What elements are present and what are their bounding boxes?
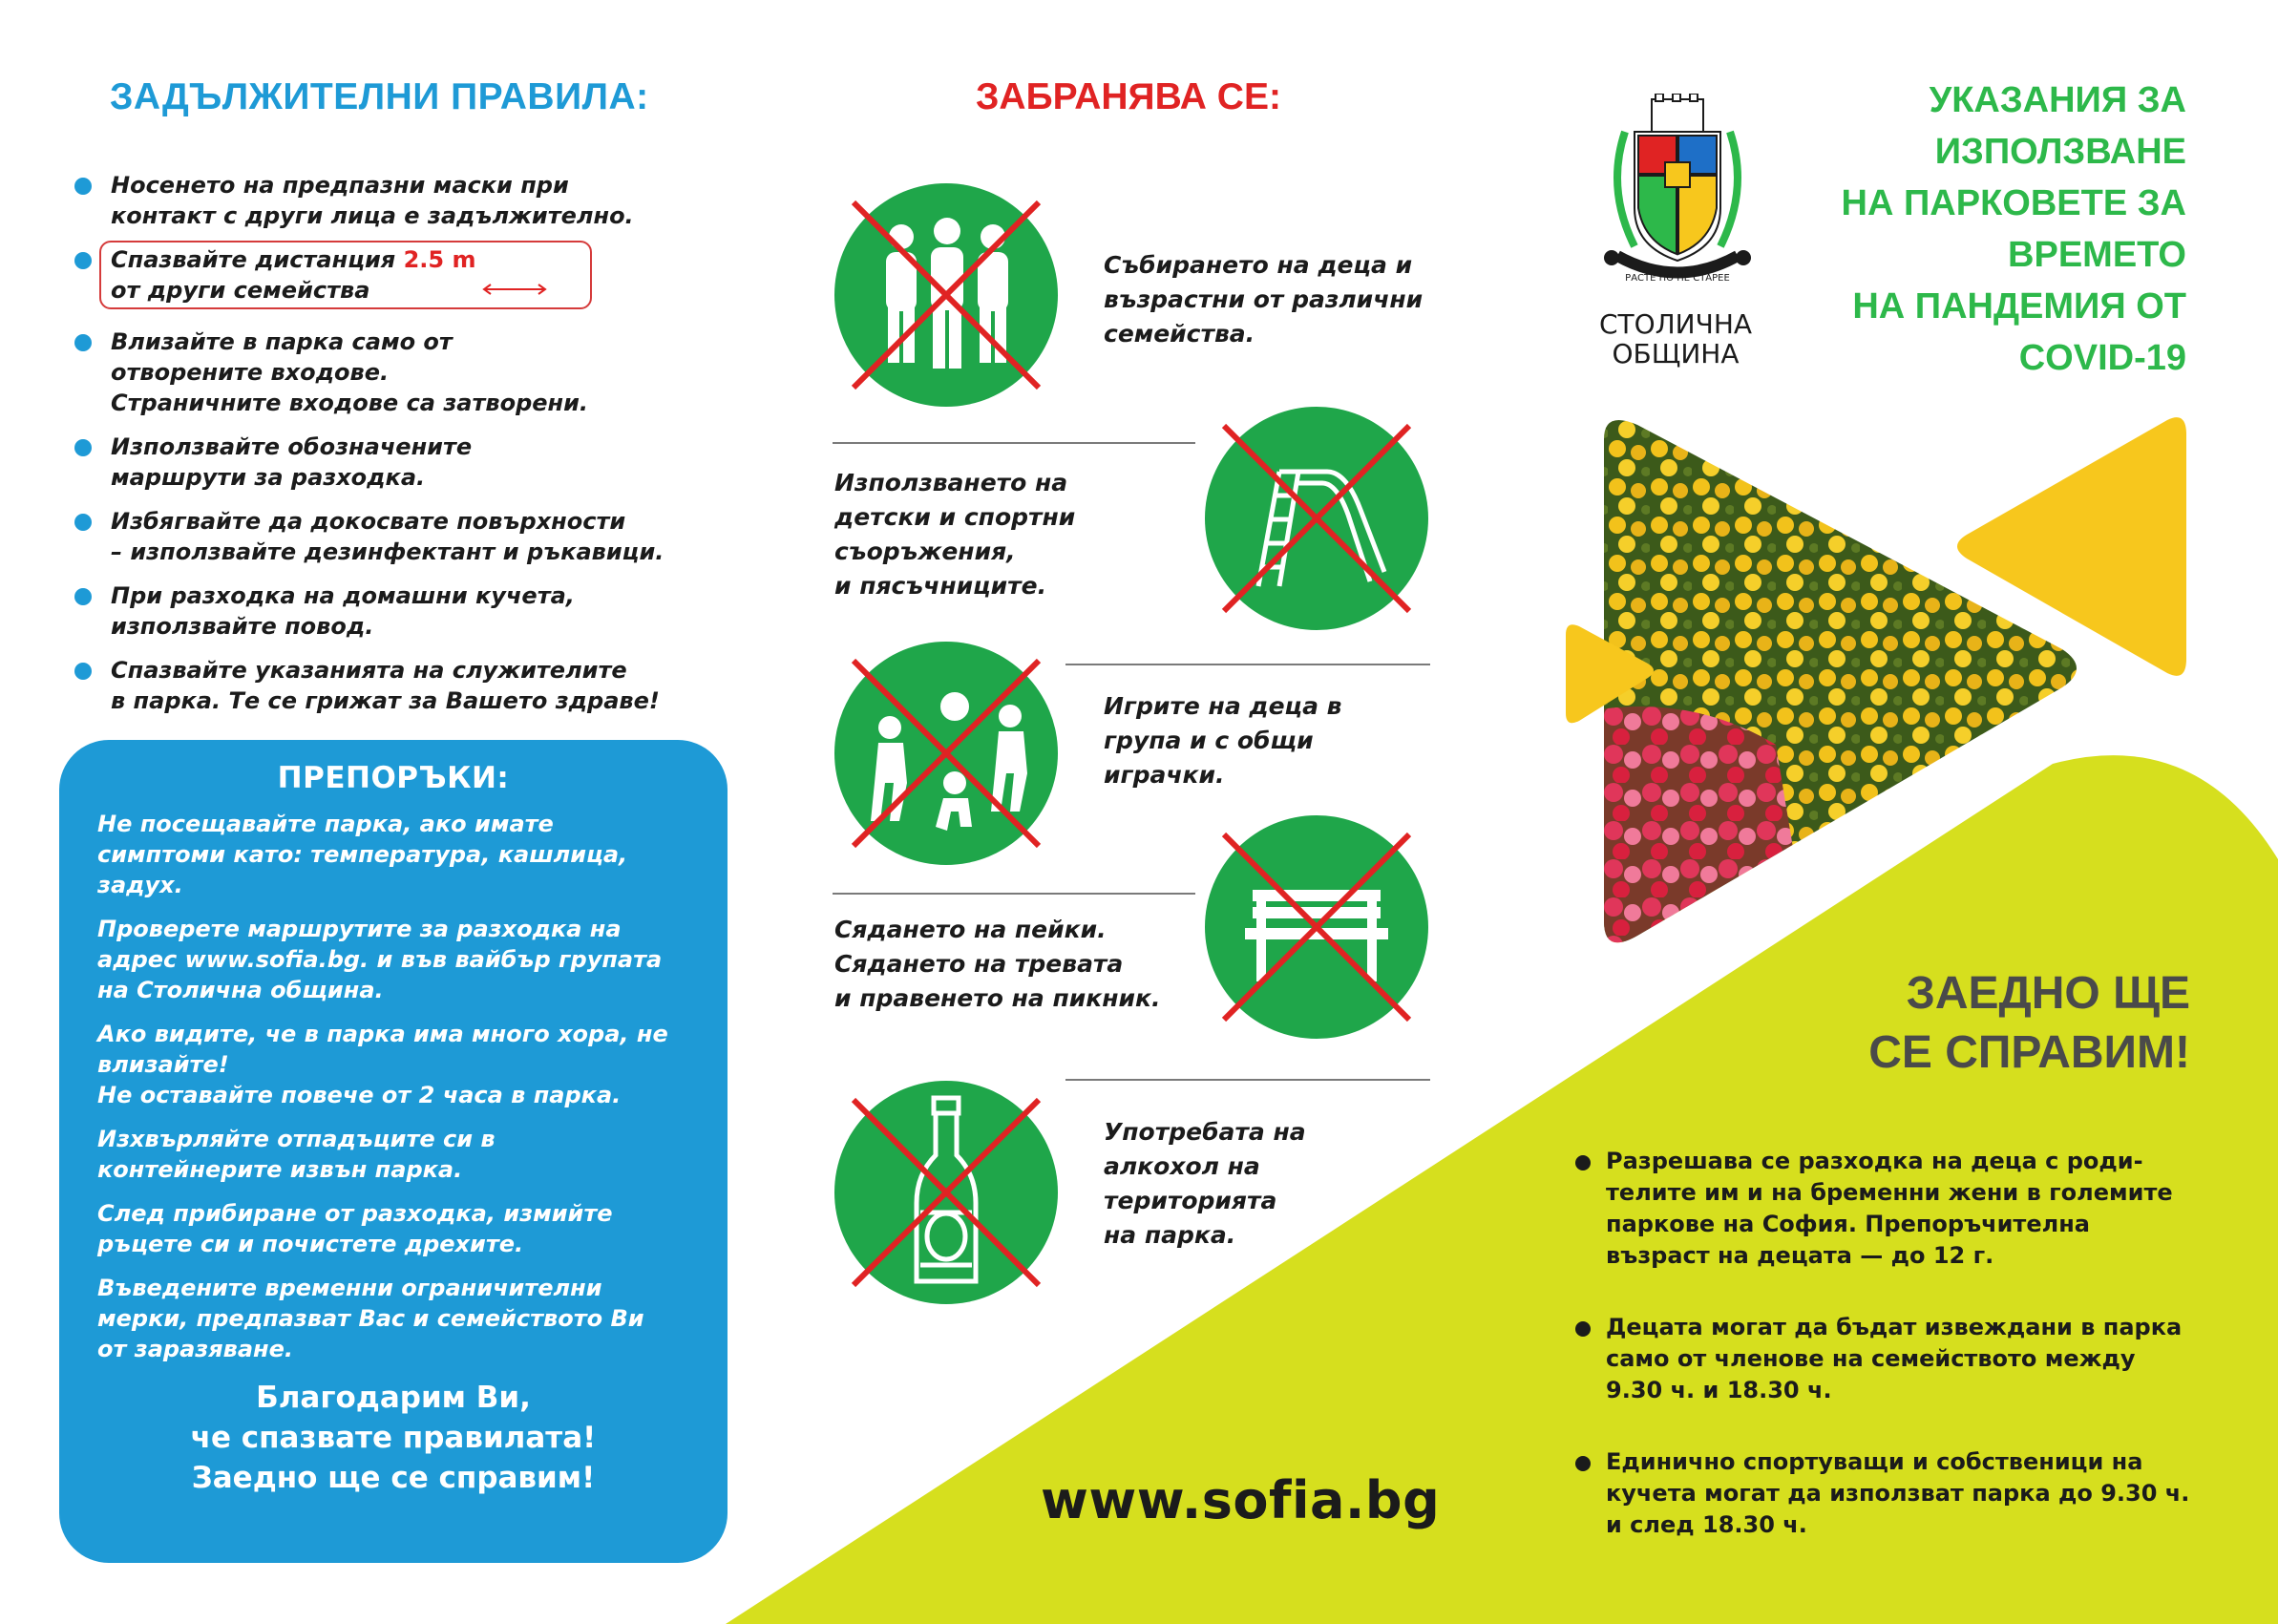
bullet-icon: [74, 663, 92, 680]
recommendation-paragraph: След прибиране от разходка, измийте ръцете си и почистете дрехите.: [97, 1200, 613, 1257]
recommendation-paragraph: Ако видите, че в парка има много хора, не влизайте! Не оставайте повече от 2 часа в парка.: [97, 1021, 668, 1108]
bullet-icon: [74, 439, 92, 456]
allowed-list: [1573, 1146, 2194, 1581]
mandatory-rules-list: [69, 170, 689, 729]
bullet-icon: [74, 334, 92, 351]
rule-item: Спазвайте дистанция 2.5 m от други семейства: [69, 244, 689, 306]
separator-line: [833, 442, 1195, 444]
sofia-crest-logo: [1596, 94, 1759, 294]
rule-item: При разходка на домашни кучета, използвайте повод.: [69, 580, 689, 642]
separator-line: [1065, 664, 1430, 665]
separator-line: [833, 893, 1195, 895]
recommendations-box: [59, 740, 728, 1563]
bullet-icon: [74, 252, 92, 269]
forbidden-text: Събирането на деца и възрастни от различни семейства.: [1104, 251, 1424, 348]
allowed-item: Разрешава се разходка на деца с роди- телите им и на бременни жени в големите паркове на София. Препоръчителна възраст на децата — до 12 г.: [1573, 1146, 2194, 1272]
guide-title: УКАЗАНИЯ ЗА ИЗПОЛЗВАНЕ НА ПАРКОВЕТЕ ЗА ВРЕМЕТО НА ПАНДЕМИЯ ОТ COVID-19: [1841, 80, 2186, 378]
children-playing-icon: [833, 640, 1060, 867]
crest-motto: РАСТЕ НО НЕ СТАРЕЕ: [1625, 273, 1730, 284]
flowers-photo: [1566, 401, 2234, 974]
rule-item: Избягвайте да докосвате повърхности – използвайте дезинфектант и ръкавици.: [69, 506, 689, 567]
recommendation-paragraph: Изхвърляйте отпадъците си в контейнерите извън парка.: [97, 1126, 496, 1183]
forbidden-text: Сядането на пейки. Сядането на тревата и правенето на пикник.: [834, 916, 1161, 1012]
bullet-icon: [74, 178, 92, 195]
bench-icon: [1203, 813, 1430, 1041]
bullet-icon: [74, 514, 92, 531]
mandatory-rules-title: ЗАДЪЛЖИТЕЛНИ ПРАВИЛА:: [110, 76, 649, 117]
forbidden-title: ЗАБРАНЯВА СЕ:: [976, 76, 1281, 117]
bottle-icon: [833, 1079, 1060, 1306]
rule-item: Използвайте обозначените маршрути за разходка.: [69, 432, 689, 493]
recommendation-paragraph: Не посещавайте парка, ако имате симптоми като: температура, кашлица, задух.: [97, 811, 628, 898]
bullet-icon: [1575, 1321, 1591, 1337]
forbidden-text: Игрите на деца в група и с общи играчки.: [1104, 692, 1342, 789]
rule-item: Носенето на предпазни маски при контакт с други лица е задължително.: [69, 170, 689, 231]
recommendation-paragraph: Проверете маршрутите за разходка на адрес www.sofia.bg. и във вайбър групата на Столична община.: [97, 916, 663, 1003]
forbidden-text: Употребата на алкохол на територията на парка.: [1104, 1118, 1306, 1249]
recommendation-paragraph: Въведените временни ограничителни мерки, предпазват Вас и семейството Ви от заразяване.: [97, 1275, 644, 1362]
double-arrow-icon: [481, 283, 548, 296]
municipality-name: СТОЛИЧНА ОБЩИНА: [1598, 308, 1753, 369]
separator-line: [1065, 1079, 1430, 1081]
people-group-icon: [833, 181, 1060, 409]
rule-item: Спазвайте указанията на служителите в парка. Те се грижат за Вашето здраве!: [69, 655, 689, 716]
allowed-item: Децата могат да бъдат извеждани в парка само от членове на семейството между 9.30 ч. и 18.30 ч.: [1573, 1312, 2194, 1406]
bullet-icon: [74, 588, 92, 605]
bullet-icon: [1575, 1155, 1591, 1171]
rule-item: Влизайте в парка само от отворените входове. Страничните входове са затворени.: [69, 327, 689, 418]
allowed-item: Единично спортуващи и собственици на кучета могат да използват парка до 9.30 ч. и след 18.30 ч.: [1573, 1446, 2194, 1541]
forbidden-text: Използването на детски и спортни съоръжения, и пясъчниците.: [834, 469, 1076, 600]
slide-icon: [1203, 405, 1430, 632]
bullet-icon: [1575, 1456, 1591, 1471]
thanks-message: Благодарим Ви, че спазвате правилата! Заедно ще се справим!: [190, 1381, 597, 1495]
distance-value: 2.5 m: [403, 246, 476, 273]
distance-highlight-box: [99, 241, 592, 309]
website-link[interactable]: www.sofia.bg: [1041, 1470, 1441, 1530]
recommendations-title: ПРЕПОРЪКИ:: [277, 761, 510, 795]
together-slogan: ЗАЕДНО ЩЕ СЕ СПРАВИМ!: [1868, 968, 2190, 1078]
